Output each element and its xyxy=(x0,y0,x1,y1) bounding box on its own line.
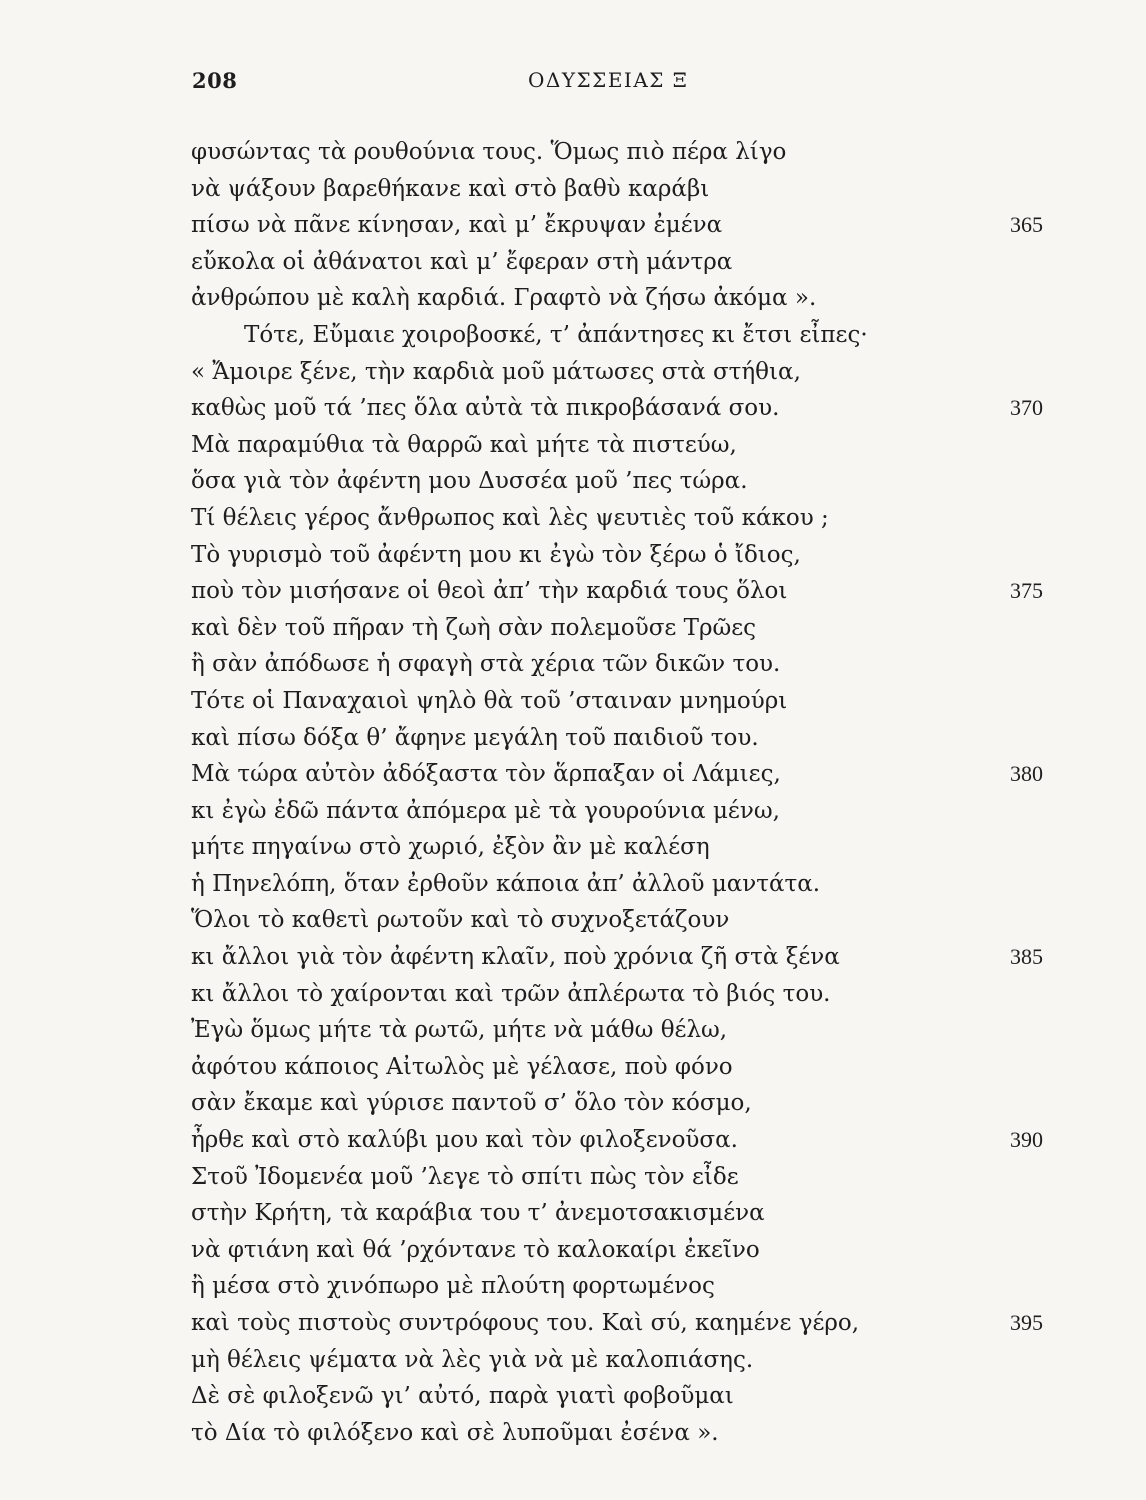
verse-text: ἀφότου κάποιος Αἰτωλὸς μὲ γέλασε, ποὺ φόνο xyxy=(191,1053,733,1080)
verse-text: Τότε, Εὔμαιε χοιροβοσκέ, τ’ ἀπάντησες κι ἔτσι εἶπες· xyxy=(244,321,868,348)
verse-line xyxy=(0,866,1146,903)
verse-line xyxy=(0,756,1146,793)
verse-line xyxy=(0,1085,1146,1122)
verse-text: πίσω νὰ πᾶνε κίνησαν, καὶ μ’ ἔκρυψαν ἐμένα xyxy=(191,212,723,239)
verse-line xyxy=(0,1122,1146,1159)
verse-block xyxy=(0,134,1146,1451)
verse-line xyxy=(0,1268,1146,1305)
verse-text: κι ἐγὼ ἐδῶ πάντα ἀπόμερα μὲ τὰ γουρούνια μένω, xyxy=(191,797,780,824)
verse-line xyxy=(0,1232,1146,1269)
verse-line xyxy=(0,427,1146,464)
verse-text: μὴ θέλεις ψέματα νὰ λὲς γιὰ νὰ μὲ καλοπιάσης. xyxy=(191,1346,754,1373)
verse-text: καθὼς μοῦ τά ’πες ὅλα αὐτὰ τὰ πικροβάσανά σου. xyxy=(191,395,780,422)
verse-line xyxy=(0,1378,1146,1415)
verse-line xyxy=(0,280,1146,317)
verse-text: τὸ Δία τὸ φιλόξενο καὶ σὲ λυποῦμαι ἐσένα ». xyxy=(191,1419,719,1446)
verse-line xyxy=(0,1012,1146,1049)
verse-text: Μὰ τώρα αὐτὸν ἀδόξαστα τὸν ἅρπαξαν οἱ Λάμιες, xyxy=(191,761,781,788)
verse-text: μήτε πηγαίνω στὸ χωριό, ἐξὸν ἂν μὲ καλέση xyxy=(191,834,710,861)
verse-line xyxy=(0,1305,1146,1342)
verse-line xyxy=(0,610,1146,647)
verse-text: νὰ φτιάνη καὶ θά ’ρχόντανε τὸ καλοκαίρι ἐκεῖνο xyxy=(191,1236,760,1263)
verse-text: κι ἄλλοι γιὰ τὸν ἀφέντη κλαῖν, ποὺ χρόνια ζῆ στὰ ξένα xyxy=(191,944,840,971)
verse-text: φυσώντας τὰ ρουθούνια τους. Ὅμως πιὸ πέρα λίγο xyxy=(191,139,787,165)
verse-text: καὶ πίσω δόξα θ’ ἄφηνε μεγάλη τοῦ παιδιοῦ του. xyxy=(191,724,759,751)
verse-text: Ἐγὼ ὅμως μήτε τὰ ρωτῶ, μήτε νὰ μάθω θέλω, xyxy=(191,1017,728,1044)
verse-line xyxy=(0,1159,1146,1196)
verse-line xyxy=(0,939,1146,976)
page-number: 208 xyxy=(192,68,238,93)
verse-text: στὴν Κρήτη, τὰ καράβια του τ’ ἀνεμοτσακισμένα xyxy=(191,1200,765,1227)
verse-text: Ὅλοι τὸ καθετὶ ρωτοῦν καὶ τὸ συχνοξετάζουν xyxy=(191,907,730,934)
verse-line xyxy=(0,500,1146,537)
verse-text: ἦρθε καὶ στὸ καλύβι μου καὶ τὸν φιλοξενοῦσα. xyxy=(191,1127,738,1154)
verse-text: Τότε οἱ Παναχαιοὶ ψηλὸ θὰ τοῦ ’σταιναν μνημούρι xyxy=(191,687,788,714)
verse-line xyxy=(0,793,1146,830)
line-number: 390 xyxy=(1010,1127,1043,1153)
verse-text: ποὺ τὸν μισήσανε οἱ θεοὶ ἀπ’ τὴν καρδιά τους ὅλοι xyxy=(191,578,788,605)
verse-line xyxy=(0,573,1146,610)
verse-line xyxy=(0,390,1146,427)
verse-text: σὰν ἔκαμε καὶ γύρισε παντοῦ σ’ ὅλο τὸν κόσμο, xyxy=(191,1090,752,1117)
verse-line xyxy=(0,244,1146,281)
line-number: 385 xyxy=(1010,944,1043,970)
verse-line xyxy=(0,720,1146,757)
verse-line xyxy=(0,463,1146,500)
line-number: 395 xyxy=(1010,1310,1043,1335)
verse-line xyxy=(0,537,1146,574)
verse-text: « Ἄμοιρε ξένε, τὴν καρδιὰ μοῦ μάτωσες στὰ στήθια, xyxy=(191,358,801,385)
verse-line xyxy=(0,354,1146,391)
verse-line xyxy=(0,1195,1146,1232)
verse-line xyxy=(0,1342,1146,1379)
page-header xyxy=(0,68,1146,102)
verse-text: καὶ τοὺς πιστοὺς συντρόφους του. Καὶ σύ, καημένε γέρο, xyxy=(191,1310,860,1336)
line-number: 375 xyxy=(1010,578,1043,604)
verse-line xyxy=(0,902,1146,939)
running-title: ΟΔΥΣΣΕΙΑΣ Ξ xyxy=(528,68,689,92)
verse-text: καὶ δὲν τοῦ πῆραν τὴ ζωὴ σὰν πολεμοῦσε Τρῶες xyxy=(191,614,757,641)
verse-line xyxy=(0,207,1146,244)
verse-line xyxy=(0,976,1146,1013)
verse-text: ἢ μέσα στὸ χινόπωρο μὲ πλούτη φορτωμένος xyxy=(191,1273,715,1300)
verse-line xyxy=(0,683,1146,720)
verse-text: Τί θέλεις γέρος ἄνθρωπος καὶ λὲς ψευτιὲς τοῦ κάκου ; xyxy=(191,504,829,531)
verse-text: Στοῦ Ἰδομενέα μοῦ ’λεγε τὸ σπίτι πὼς τὸν εἶδε xyxy=(191,1163,739,1190)
line-number: 370 xyxy=(1010,395,1043,421)
verse-text: ἢ σὰν ἀπόδωσε ἡ σφαγὴ στὰ χέρια τῶν δικῶν του. xyxy=(191,651,781,678)
verse-line xyxy=(0,134,1146,171)
verse-line xyxy=(0,1415,1146,1452)
verse-text: ἀνθρώπου μὲ καλὴ καρδιά. Γραφτὸ νὰ ζήσω ἀκόμα ». xyxy=(191,285,817,312)
line-number: 365 xyxy=(1010,212,1043,238)
verse-text: κι ἄλλοι τὸ χαίρονται καὶ τρῶν ἀπλέρωτα τὸ βιός του. xyxy=(191,980,831,1007)
verse-text: Δὲ σὲ φιλοξενῶ γι’ αὐτό, παρὰ γιατὶ φοβοῦμαι xyxy=(191,1383,734,1410)
verse-line xyxy=(0,829,1146,866)
verse-text: Μὰ παραμύθια τὰ θαρρῶ καὶ μήτε τὰ πιστεύω, xyxy=(191,431,737,458)
verse-text: Τὸ γυρισμὸ τοῦ ἀφέντη μου κι ἐγὼ τὸν ξέρω ὁ ἴδιος, xyxy=(191,541,801,568)
line-number: 380 xyxy=(1010,761,1043,787)
verse-text: ἡ Πηνελόπη, ὅταν ἐρθοῦν κάποια ἀπ’ ἀλλοῦ μαντάτα. xyxy=(191,870,821,897)
verse-line xyxy=(0,317,1146,354)
verse-text: ὅσα γιὰ τὸν ἀφέντη μου Δυσσέα μοῦ ’πες τώρα. xyxy=(191,468,748,495)
verse-text: εὔκολα οἱ ἀθάνατοι καὶ μ’ ἔφεραν στὴ μάντρα xyxy=(191,248,733,275)
verse-line xyxy=(0,1049,1146,1086)
verse-line xyxy=(0,171,1146,208)
verse-text: νὰ ψάξουν βαρεθήκανε καὶ στὸ βαθὺ καράβι xyxy=(191,175,710,202)
verse-line xyxy=(0,646,1146,683)
